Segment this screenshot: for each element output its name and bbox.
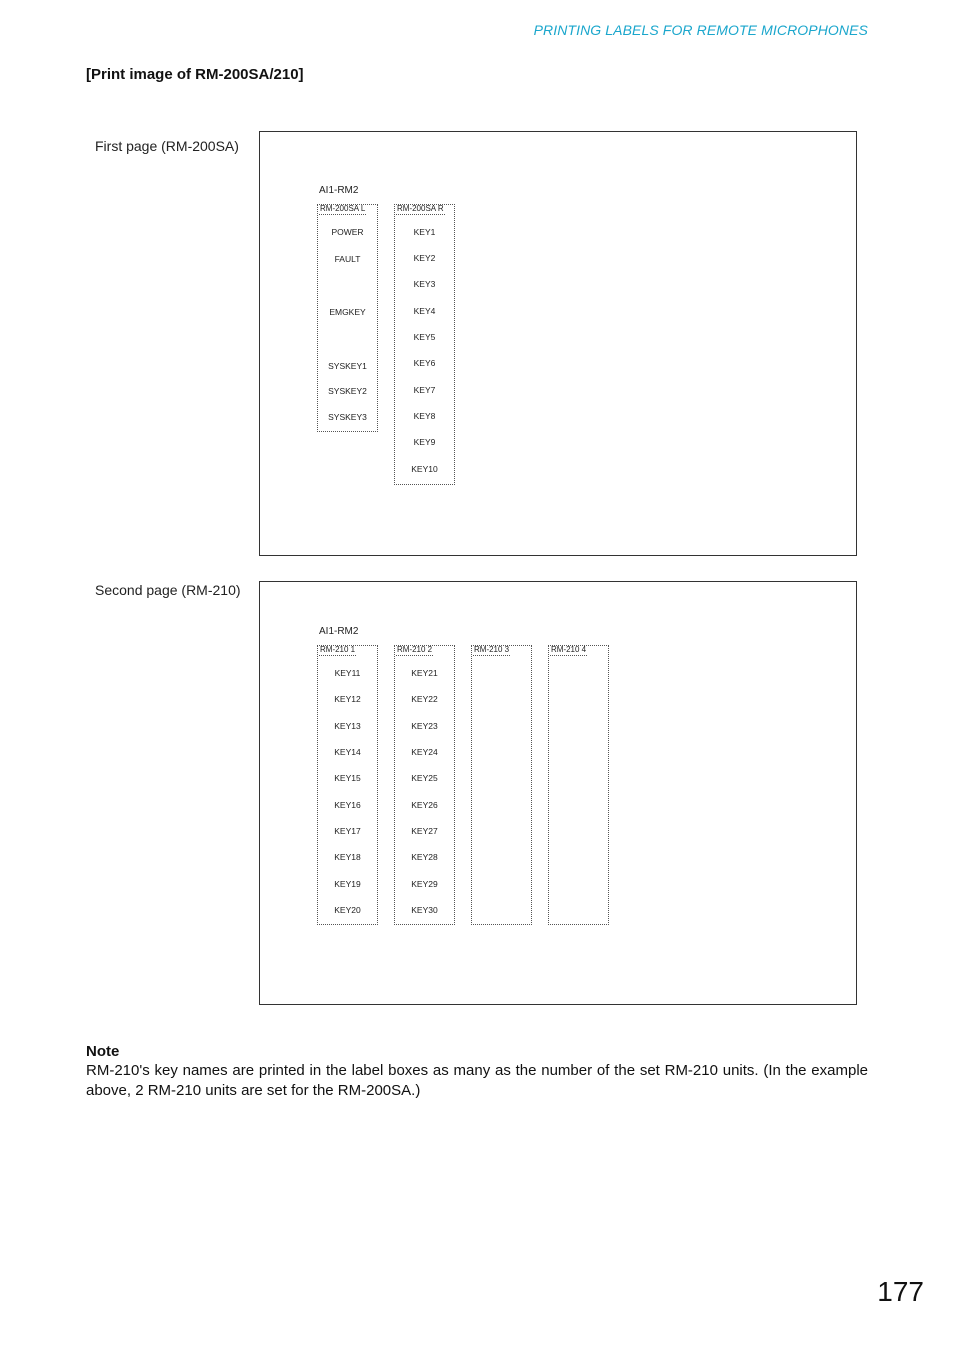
running-header: PRINTING LABELS FOR REMOTE MICROPHONES	[533, 22, 868, 38]
note-heading: Note	[86, 1043, 120, 1060]
key-label: KEY8	[413, 411, 436, 421]
key-label: SYSKEY3	[328, 412, 367, 422]
key-label: KEY12	[334, 694, 361, 704]
key-label: KEY24	[411, 747, 438, 757]
label-box-rm200sa-r	[394, 204, 455, 485]
label-box-rm210-4	[548, 645, 609, 925]
key-label: KEY18	[334, 852, 361, 862]
key-label: KEY21	[411, 668, 438, 678]
label-box-header: RM-210 1	[320, 645, 356, 654]
key-label: EMGKEY	[329, 307, 366, 317]
key-label: KEY17	[334, 826, 361, 836]
preview-title: AI1-RM2	[319, 185, 359, 196]
label-box-rm210-2	[394, 645, 455, 925]
label-box-header: RM-210 2	[397, 645, 433, 654]
label-box-rm210-3	[471, 645, 532, 925]
label-box-header: RM-200SA L	[320, 204, 366, 213]
label-box-header: RM-200SA R	[397, 204, 444, 213]
label-box-header: RM-210 4	[551, 645, 587, 654]
label-box-rm210-1	[317, 645, 378, 925]
key-label: KEY4	[413, 306, 436, 316]
key-label: KEY2	[413, 253, 436, 263]
key-label: KEY23	[411, 721, 438, 731]
page-number: 177	[877, 1276, 924, 1307]
key-label: KEY6	[413, 358, 436, 368]
key-label: KEY30	[411, 905, 438, 915]
key-label: KEY15	[334, 773, 361, 783]
key-label: KEY7	[413, 385, 436, 395]
key-label: POWER	[331, 227, 364, 237]
key-label: KEY26	[411, 800, 438, 810]
key-label: SYSKEY2	[328, 386, 367, 396]
key-label: KEY5	[413, 332, 436, 342]
key-label: KEY3	[413, 279, 436, 289]
second-page-caption: Second page (RM-210)	[95, 582, 241, 598]
key-label: KEY14	[334, 747, 361, 757]
first-page-preview	[259, 131, 857, 556]
second-page-preview	[259, 581, 857, 1005]
key-label: KEY13	[334, 721, 361, 731]
key-label: KEY1	[413, 227, 436, 237]
key-label: KEY9	[413, 437, 436, 447]
label-box-rm200sa-l	[317, 204, 378, 432]
key-label: KEY27	[411, 826, 438, 836]
key-label: KEY16	[334, 800, 361, 810]
key-label: FAULT	[334, 254, 361, 264]
key-label: KEY10	[411, 464, 438, 474]
note-text: RM-210's key names are printed in the label boxes as many as the number of the set RM-210 units. (In the example above, 2 RM-210 units are set for the RM-200SA.)	[86, 1062, 868, 1099]
section-heading: [Print image of RM-200SA/210]	[86, 66, 304, 83]
key-label: SYSKEY1	[328, 361, 367, 371]
key-label: KEY22	[411, 694, 438, 704]
key-label: KEY25	[411, 773, 438, 783]
label-box-header: RM-210 3	[474, 645, 510, 654]
key-label: KEY20	[334, 905, 361, 915]
key-label: KEY28	[411, 852, 438, 862]
first-page-caption: First page (RM-200SA)	[95, 138, 239, 154]
key-label: KEY19	[334, 879, 361, 889]
key-label: KEY29	[411, 879, 438, 889]
preview-title: AI1-RM2	[319, 626, 359, 637]
key-label: KEY11	[334, 668, 361, 678]
